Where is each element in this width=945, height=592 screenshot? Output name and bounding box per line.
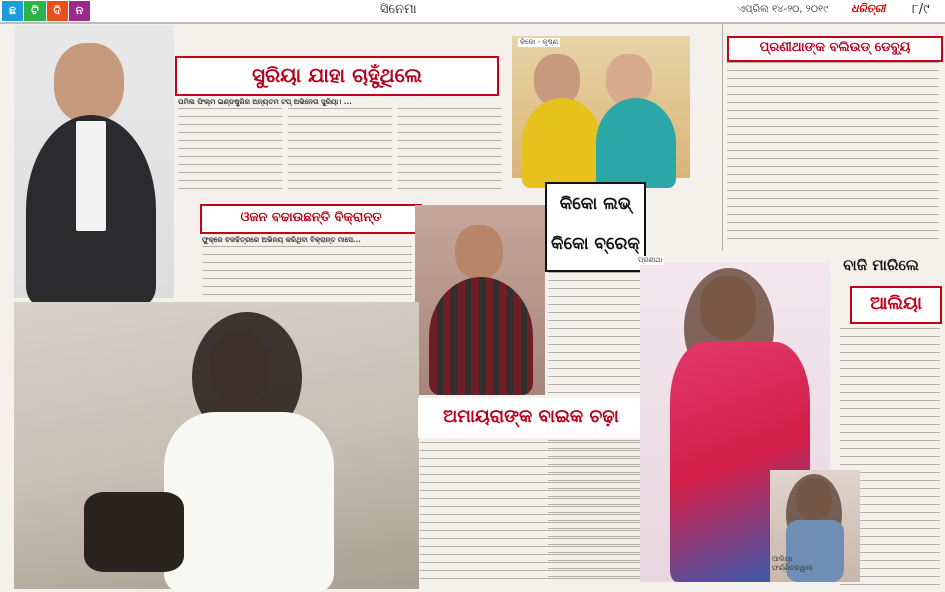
brand-letter: ଟି xyxy=(24,1,45,21)
praneetha-headline: ପ୍ରଣୀଥାଙ୍କ ବଲିଉଡ୍ ଡେବ୍ୟୁ xyxy=(759,40,911,55)
praneetha-headline-box xyxy=(727,36,943,62)
surya-headline: ସୁରିୟା ଯାହା ଚାହୁଁଥିଲେ xyxy=(251,63,423,87)
aliya-name-box xyxy=(850,286,942,324)
kiko-headline-line2: କିକୋ ବ୍ରେକ୍ xyxy=(551,234,640,254)
brand-letter: ଦି xyxy=(47,1,68,21)
page-header xyxy=(0,0,945,24)
aliya-caption-line2: ଫର୍ଣ୍ଣିଚରୱାଲା xyxy=(772,564,813,572)
vikrant-headline-box xyxy=(200,204,422,234)
kiko-photo-caption: କିକୋ - କୃଷ୍ଣ xyxy=(520,38,559,46)
brand-logo xyxy=(2,1,90,21)
brand-letter: ଛ xyxy=(2,1,23,21)
amyra-headline: ଅମାୟରାଙ୍କ ବାଇକ ଚଢ଼ା xyxy=(443,406,619,427)
kiko-headline-line1: କିକୋ ଲଭ୍ xyxy=(559,194,632,214)
aliya-photo-caption xyxy=(772,555,813,573)
page-number: ୮/୯ xyxy=(912,2,930,17)
column-divider xyxy=(722,24,723,250)
praneetha-article-body xyxy=(727,62,939,244)
kiko-couple-photo xyxy=(512,36,690,178)
surya-article-body xyxy=(178,98,508,198)
brand-letter: ନ xyxy=(69,1,90,21)
kiko-headline-box xyxy=(545,182,646,272)
amyra-article-body xyxy=(420,442,644,586)
surya-photo xyxy=(14,25,174,298)
surya-lead: ତାମିଲ ଫିଲ୍ମ ଇଣ୍ଡଷ୍ଟ୍ରିର ଅନ୍ୟତମ ଟପ୍ ଅଭିନେତା ସୁରିୟା। ... xyxy=(178,98,352,106)
aliya-caption-line1: ଆଲିୟା xyxy=(772,555,793,563)
surya-headline-box xyxy=(175,56,499,96)
aliya-headline-line1: ବାଜି ମାରିଲେ xyxy=(843,256,919,274)
masthead: ଧରିତ୍ରୀ xyxy=(851,2,886,15)
section-title: ସିନେମା xyxy=(380,2,417,17)
praneetha-photo-caption: ପ୍ରଣୀଥା xyxy=(638,256,663,264)
vikrant-headline: ଓଜନ ବଢାଉଛନ୍ତି ବିକ୍ରାନ୍ତ xyxy=(240,210,382,225)
amyra-headline-box xyxy=(418,398,644,438)
aliya-headline-line2: ଆଲିୟା xyxy=(869,293,923,314)
amyra-photo xyxy=(14,302,419,589)
vikrant-photo xyxy=(415,205,545,395)
vikrant-lead: ଫୁକ୍ରେ ଚଳଚ୍ଚିତ୍ରରେ ଅଭିନୟ କରିଥିବା ବିକ୍ରାନ୍ତ ମାସେ... xyxy=(202,236,361,244)
aliya-headline-box xyxy=(822,250,940,282)
issue-date: ଏପ୍ରିଲ ୧୪-୨୦, ୨୦୧୯ xyxy=(738,4,829,15)
